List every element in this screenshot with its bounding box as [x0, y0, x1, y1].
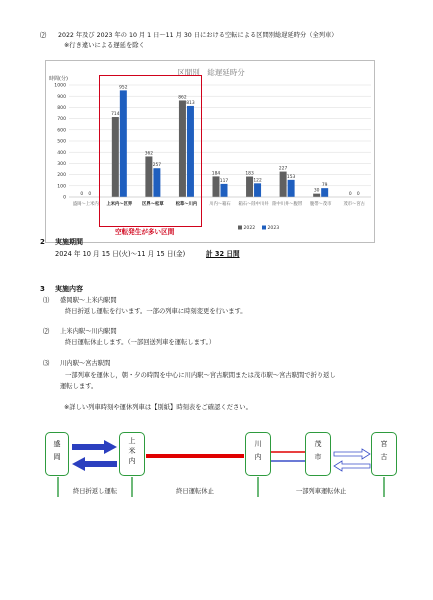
data-label-2022-2: 362	[144, 151, 154, 157]
delay-chart	[45, 60, 375, 243]
legend-label-2022: 2022	[243, 226, 256, 231]
data-label-2023-0: 0	[88, 192, 92, 197]
data-label-2022-1: 714	[111, 112, 120, 118]
bar-2022-6	[280, 172, 287, 197]
legend-swatch-2023	[262, 226, 266, 230]
item-3-body-line1: 一部列車を運休し，朝・夕の時間を中心に川内駅～宮古駅間または茂市駅～宮古駅間で折り返し	[65, 372, 336, 379]
bar-2022-4	[213, 176, 220, 197]
item-3-body-line2: 運転します。	[60, 383, 98, 390]
bar-2023-7	[321, 188, 328, 197]
station-morioka	[45, 432, 69, 476]
arrow-outline-right	[334, 449, 370, 459]
item-1-title: 盛岡駅～上米内駅間	[60, 297, 117, 304]
bar-2023-6	[288, 180, 295, 197]
item-1-body: 終日折返し運転を行います。一部の列車に時刻変更を行います。	[65, 308, 247, 315]
station-morioka-char-1: 盛	[53, 440, 61, 448]
station-moichi	[305, 432, 331, 476]
station-kamiyonai-char-3: 内	[128, 457, 136, 466]
item-2-body: 終日運転休止します。（一部回送列車を運転します。）	[65, 339, 216, 346]
x-tick-label-4: 川内〜箱石	[209, 202, 231, 207]
item-2-title: 上米内駅～川内駅間	[60, 328, 117, 335]
y-tick-label-8: 800	[57, 106, 66, 111]
x-tick-label-0: 盛岡〜上米内	[72, 202, 99, 207]
suspended-line	[146, 454, 244, 458]
y-tick-label-1: 100	[57, 184, 66, 190]
segment-label-shuttle: 終日折返し運転	[72, 488, 118, 495]
x-tick-label-8: 茂市〜宮古	[343, 202, 365, 207]
y-tick-label-10: 1000	[54, 83, 66, 89]
delay-chart-svg	[46, 61, 376, 244]
y-tick-label-7: 700	[57, 117, 66, 123]
x-tick-label-7: 腹帯〜茂市	[309, 202, 332, 207]
period-text: 2024 年 10 月 15 日(火)～11 月 15 日(金)	[55, 250, 186, 258]
x-tick-label-5: 箱石〜陸中川井	[238, 202, 269, 207]
section2-title: 2022 年及び 2023 年の 10 月 1 日～11 月 30 日における空転による区間別総遅延時分（全列車）	[58, 32, 338, 39]
high-slip-section-annotation: 空転発生が多い区間	[115, 228, 175, 236]
chart-title: 区間別 総遅延時分	[177, 68, 245, 77]
x-tick-label-2: 区界〜松草	[142, 202, 164, 207]
data-label-2023-4: 117	[219, 178, 229, 184]
section2-note: ※行き違いによる遅延を除く	[64, 42, 145, 49]
data-label-2023-5: 122	[253, 178, 262, 184]
section-3-title: 実施内容	[55, 285, 83, 293]
arrow-left	[72, 457, 117, 471]
data-label-2022-6: 227	[278, 166, 288, 172]
station-kawauchi	[245, 432, 271, 476]
section-2-title: 実施期間	[55, 238, 83, 246]
item-1-number: ⑴	[43, 297, 50, 304]
station-moichi-char-2: 市	[314, 453, 322, 462]
data-label-2022-8: 0	[348, 192, 352, 197]
segment-label-partial: 一部列車運転休止	[295, 488, 347, 495]
bar-2023-4	[221, 184, 228, 197]
x-tick-label-6: 陸中川井〜腹帯	[272, 202, 303, 207]
station-kawauchi-char-1: 川	[254, 440, 262, 448]
station-morioka-char-2: 岡	[53, 453, 61, 462]
data-label-2022-7: 30	[313, 188, 320, 194]
y-tick-label-4: 400	[57, 150, 66, 156]
y-tick-label-3: 300	[57, 162, 66, 167]
item-3-number: ⑶	[43, 360, 50, 367]
station-miyako-char-1: 宮	[380, 440, 388, 448]
data-label-2023-8: 0	[356, 192, 360, 197]
timetable-note: ※詳しい列車時刻や運休列車は【別紙】時刻表をご確認ください。	[64, 404, 252, 411]
high-slip-section-highlight	[99, 75, 202, 227]
bar-2022-7	[313, 194, 320, 197]
section-2-number: 2	[40, 238, 45, 246]
station-moichi-char-1: 茂	[314, 440, 322, 448]
y-tick-label-6: 600	[57, 128, 66, 134]
item-3-title: 川内駅～宮古駅間	[60, 360, 111, 367]
station-kamiyonai	[119, 432, 145, 476]
legend-label-2023: 2023	[267, 226, 280, 231]
item-2-number: ⑵	[43, 328, 50, 335]
data-label-2023-2: 257	[152, 163, 162, 169]
data-label-2023-7: 79	[321, 183, 328, 189]
station-kawauchi-char-2: 内	[254, 453, 262, 462]
moichi-miyako-arrows	[334, 449, 370, 471]
x-tick-label-1: 上米内〜区界	[106, 202, 133, 207]
y-axis-label: 時間(分)	[49, 76, 68, 82]
y-tick-label-0: 0	[63, 195, 66, 201]
station-kamiyonai-char-1: 上	[128, 437, 136, 445]
x-tick-label-3: 松草〜川内	[175, 202, 198, 207]
y-tick-label-5: 500	[57, 139, 66, 145]
bar-2023-5	[254, 183, 261, 197]
station-kamiyonai-char-2: 米	[128, 447, 136, 456]
data-label-2022-4: 184	[211, 171, 221, 177]
section-3-number: 3	[40, 285, 45, 293]
legend-swatch-2022	[238, 226, 242, 230]
data-label-2023-3: 813	[186, 100, 195, 106]
data-label-2022-5: 183	[245, 171, 254, 177]
section2-number: ⑵	[40, 32, 47, 39]
bar-2022-5	[246, 177, 253, 197]
data-label-2022-0: 0	[80, 192, 84, 197]
shuttle-arrows	[72, 440, 117, 471]
y-tick-label-2: 200	[57, 173, 66, 179]
station-miyako-char-2: 古	[380, 453, 388, 462]
data-label-2023-6: 153	[286, 174, 296, 180]
data-label-2023-1: 952	[119, 85, 128, 91]
data-label-2022-3: 862	[178, 95, 187, 101]
arrow-outline-left	[334, 461, 370, 471]
station-miyako	[371, 432, 397, 476]
period-total: 計 32 日間	[206, 250, 240, 258]
arrow-right	[72, 440, 117, 454]
y-tick-label-9: 900	[57, 94, 66, 100]
segment-label-suspended: 終日運転休止	[176, 488, 214, 495]
